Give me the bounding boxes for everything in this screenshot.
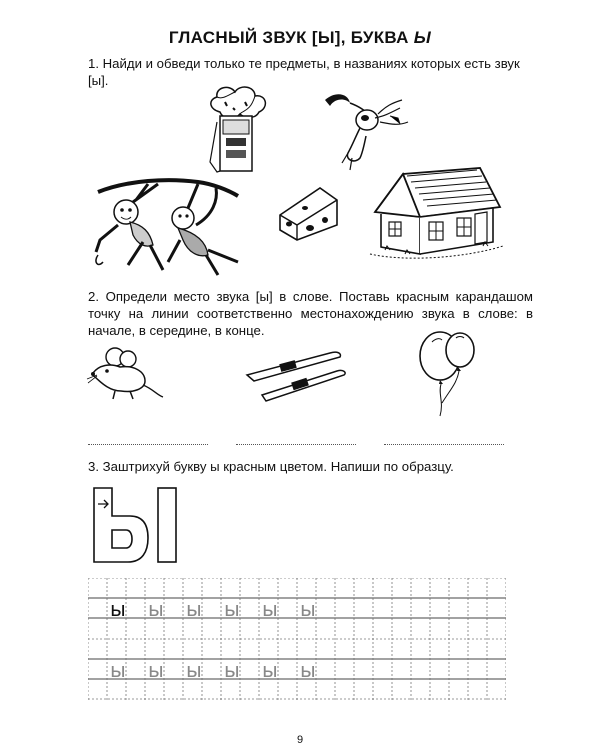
monkeys-picture — [88, 170, 248, 280]
page-number: 9 — [296, 734, 304, 746]
trace-letter[interactable]: ы — [262, 658, 278, 682]
answer-line-start[interactable] — [88, 444, 208, 445]
title-text: ГЛАСНЫЙ ЗВУК [Ы], БУКВА — [168, 28, 409, 47]
task-3-instruction: 3. Заштрихуй букву ы красным цветом. Напиши по образцу. — [88, 459, 454, 474]
mouse-picture — [85, 345, 165, 405]
trace-letter[interactable]: ы — [224, 658, 240, 682]
balloons-picture — [412, 328, 482, 418]
skis-picture — [242, 345, 347, 405]
trace-letter[interactable]: ы — [148, 597, 164, 621]
sample-letter: ы — [110, 597, 126, 621]
trace-letter[interactable]: ы — [110, 658, 126, 682]
title-letter: Ы — [413, 28, 432, 47]
page-title — [0, 28, 600, 48]
task-2-text: 2. Определи место звука [ы] в слове. Поставь красным карандашом точку на линии соответственно местонахождению звука в слове: в начале, в середине, в конце. — [88, 289, 533, 338]
trace-letter[interactable]: ы — [300, 658, 316, 682]
copybook-grid[interactable] — [88, 578, 506, 700]
crayfish-picture — [320, 88, 415, 173]
trace-letter[interactable]: ы — [300, 597, 316, 621]
smoking-refrigerator-picture — [195, 82, 285, 174]
trace-letter[interactable]: ы — [186, 597, 202, 621]
trace-letter[interactable]: ы — [262, 597, 278, 621]
task-3-text — [88, 458, 528, 475]
outlined-letter-yery[interactable] — [92, 486, 184, 566]
answer-line-end[interactable] — [384, 444, 504, 445]
trace-letter[interactable]: ы — [186, 658, 202, 682]
trace-letter[interactable]: ы — [148, 658, 164, 682]
answer-line-middle[interactable] — [236, 444, 356, 445]
house-picture — [365, 162, 505, 262]
trace-letter[interactable]: ы — [224, 597, 240, 621]
cheese-picture — [275, 180, 345, 245]
task-1-text: 1. Найди и обведи только те предметы, в названиях которых есть звук [ы]. — [88, 56, 520, 88]
